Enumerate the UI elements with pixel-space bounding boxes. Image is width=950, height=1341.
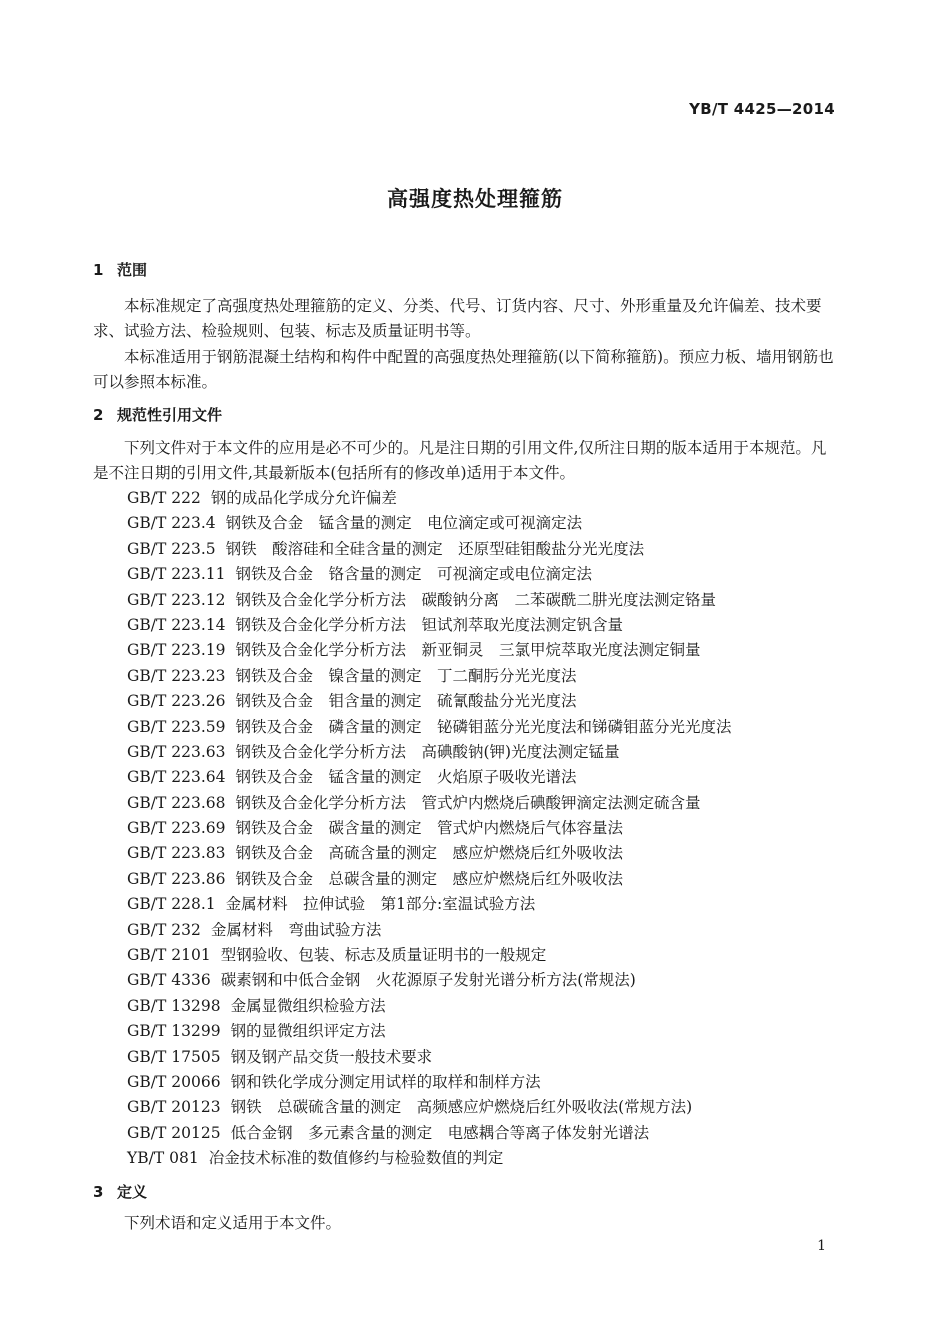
reference-list [127, 486, 732, 1172]
reference-item [127, 867, 732, 892]
section-title: 规范性引用文件 [117, 406, 223, 424]
reference-item [127, 943, 732, 968]
reference-title: 钢的显微组织评定方法 [230, 1022, 386, 1041]
reference-title: 钢铁及合金 铬含量的测定 可视滴定或电位滴定法 [235, 565, 593, 584]
reference-code: GB/T 223.14 [127, 615, 226, 634]
reference-item [127, 740, 732, 765]
reference-item [127, 968, 732, 993]
reference-item [127, 1019, 732, 1044]
reference-title: 钢铁及合金 高硫含量的测定 感应炉燃烧后红外吸收法 [235, 844, 624, 863]
reference-item [127, 562, 732, 587]
reference-item [127, 841, 732, 866]
reference-code: GB/T 223.26 [127, 692, 226, 711]
reference-title: 碳素钢和中低合金钢 火花源原子发射光谱分析方法(常规法) [220, 971, 636, 990]
reference-title: 金属显微组织检验方法 [230, 996, 386, 1015]
reference-item [127, 715, 732, 740]
reference-code: GB/T 223.11 [127, 565, 226, 584]
reference-item [127, 892, 732, 917]
reference-code: GB/T 20125 [127, 1123, 221, 1142]
paragraph-references-intro: 下列文件对于本文件的应用是必不可少的。凡是注日期的引用文件,仅所注日期的版本适用于本规范。凡是不注日期的引用文件,其最新版本(包括所有的修改单)适用于本文件。 [93, 439, 827, 482]
reference-title: 钢及钢产品交货一般技术要求 [230, 1047, 433, 1066]
document-title: 高强度热处理箍筋 [387, 187, 563, 211]
section-title: 定义 [117, 1183, 148, 1201]
reference-title: 钢铁及合金 钼含量的测定 硫氰酸盐分光光度法 [235, 692, 577, 711]
reference-title: 冶金技术标准的数值修约与检验数值的判定 [208, 1149, 504, 1168]
reference-title: 钢铁及合金化学分析方法 管式炉内燃烧后碘酸钾滴定法测定硫含量 [235, 793, 701, 812]
reference-item [127, 918, 732, 943]
reference-title: 钢铁及合金 磷含量的测定 铋磷钼蓝分光光度法和锑磷钼蓝分光光度法 [235, 717, 732, 736]
reference-code: GB/T 20066 [127, 1072, 221, 1091]
reference-title: 金属材料 弯曲试验方法 [210, 920, 382, 939]
reference-title: 钢铁 酸溶硅和全硅含量的测定 还原型硅钼酸盐分光光度法 [225, 539, 645, 558]
reference-code: GB/T 223.12 [127, 590, 226, 609]
reference-item [127, 994, 732, 1019]
reference-code: GB/T 223.19 [127, 641, 226, 660]
reference-item [127, 486, 732, 511]
reference-code: GB/T 232 [127, 920, 201, 939]
reference-code: GB/T 20123 [127, 1098, 221, 1117]
reference-code: GB/T 4336 [127, 971, 211, 990]
standard-code: YB/T 4425—2014 [689, 100, 835, 118]
reference-title: 钢铁及合金 碳含量的测定 管式炉内燃烧后气体容量法 [235, 819, 624, 838]
reference-code: GB/T 223.68 [127, 793, 226, 812]
reference-title: 低合金钢 多元素含量的测定 电感耦合等离子体发射光谱法 [230, 1123, 650, 1142]
reference-code: GB/T 223.59 [127, 717, 226, 736]
reference-code: GB/T 228.1 [127, 895, 216, 914]
paragraph-scope-1: 本标准规定了高强度热处理箍筋的定义、分类、代号、订货内容、尺寸、外形重量及允许偏差、技术要求、试验方法、检验规则、包装、标志及质量证明书等。 [93, 297, 822, 340]
reference-code: GB/T 223.5 [127, 539, 216, 558]
reference-code: GB/T 223.63 [127, 742, 226, 761]
section-title: 范围 [117, 261, 148, 279]
reference-title: 钢铁 总碳硫含量的测定 高频感应炉燃烧后红外吸收法(常规方法) [230, 1098, 693, 1117]
reference-item [127, 638, 732, 663]
reference-code: GB/T 223.69 [127, 819, 226, 838]
section-heading-1 [93, 259, 147, 280]
reference-item [127, 511, 732, 536]
paragraph-scope-2: 本标准适用于钢筋混凝土结构和构件中配置的高强度热处理箍筋(以下简称箍筋)。预应力板、墙用钢筋也可以参照本标准。 [93, 348, 834, 391]
reference-code: GB/T 223.83 [127, 844, 226, 863]
section-number: 3 [93, 1183, 104, 1201]
reference-title: 钢和铁化学成分测定用试样的取样和制样方法 [230, 1072, 541, 1091]
reference-code: GB/T 223.64 [127, 768, 226, 787]
reference-item [127, 613, 732, 638]
reference-code: GB/T 17505 [127, 1047, 221, 1066]
reference-item [127, 1095, 732, 1120]
reference-item [127, 765, 732, 790]
reference-title: 钢铁及合金化学分析方法 新亚铜灵 三氯甲烷萃取光度法测定铜量 [235, 641, 701, 660]
reference-title: 钢的成品化学成分允许偏差 [210, 489, 397, 507]
reference-title: 钢铁及合金 总碳含量的测定 感应炉燃烧后红外吸收法 [235, 869, 624, 888]
reference-item [127, 664, 732, 689]
section-number: 1 [93, 261, 104, 279]
page-number: 1 [817, 1238, 826, 1254]
reference-title: 钢铁及合金化学分析方法 钽试剂萃取光度法测定钒含量 [235, 615, 624, 634]
section-heading-3 [93, 1181, 147, 1202]
reference-code: GB/T 13298 [127, 996, 221, 1015]
reference-title: 钢铁及合金化学分析方法 高碘酸钠(钾)光度法测定锰量 [235, 742, 620, 761]
reference-code: GB/T 222 [127, 489, 201, 507]
reference-item [127, 1070, 732, 1095]
reference-item [127, 1146, 732, 1171]
reference-code: GB/T 2101 [127, 946, 211, 965]
reference-item [127, 689, 732, 714]
reference-item [127, 791, 732, 816]
reference-title: 金属材料 拉伸试验 第1部分:室温试验方法 [225, 895, 536, 914]
reference-title: 钢铁及合金 锰含量的测定 火焰原子吸收光谱法 [235, 768, 577, 787]
reference-code: GB/T 223.86 [127, 869, 226, 888]
reference-item [127, 816, 732, 841]
reference-code: YB/T 081 [127, 1149, 199, 1168]
reference-code: GB/T 13299 [127, 1022, 221, 1041]
reference-item [127, 1045, 732, 1070]
paragraph-definitions-intro: 下列术语和定义适用于本文件。 [124, 1214, 342, 1232]
reference-code: GB/T 223.23 [127, 666, 226, 685]
reference-title: 型钢验收、包装、标志及质量证明书的一般规定 [220, 946, 547, 965]
reference-code: GB/T 223.4 [127, 514, 216, 533]
reference-title: 钢铁及合金 锰含量的测定 电位滴定或可视滴定法 [225, 514, 583, 533]
reference-item [127, 537, 732, 562]
reference-item [127, 588, 732, 613]
reference-title: 钢铁及合金化学分析方法 碳酸钠分离 二苯碳酰二肼光度法测定铬量 [235, 590, 717, 609]
reference-item [127, 1121, 732, 1146]
reference-title: 钢铁及合金 镍含量的测定 丁二酮肟分光光度法 [235, 666, 577, 685]
section-number: 2 [93, 406, 104, 424]
section-heading-2 [93, 404, 222, 425]
